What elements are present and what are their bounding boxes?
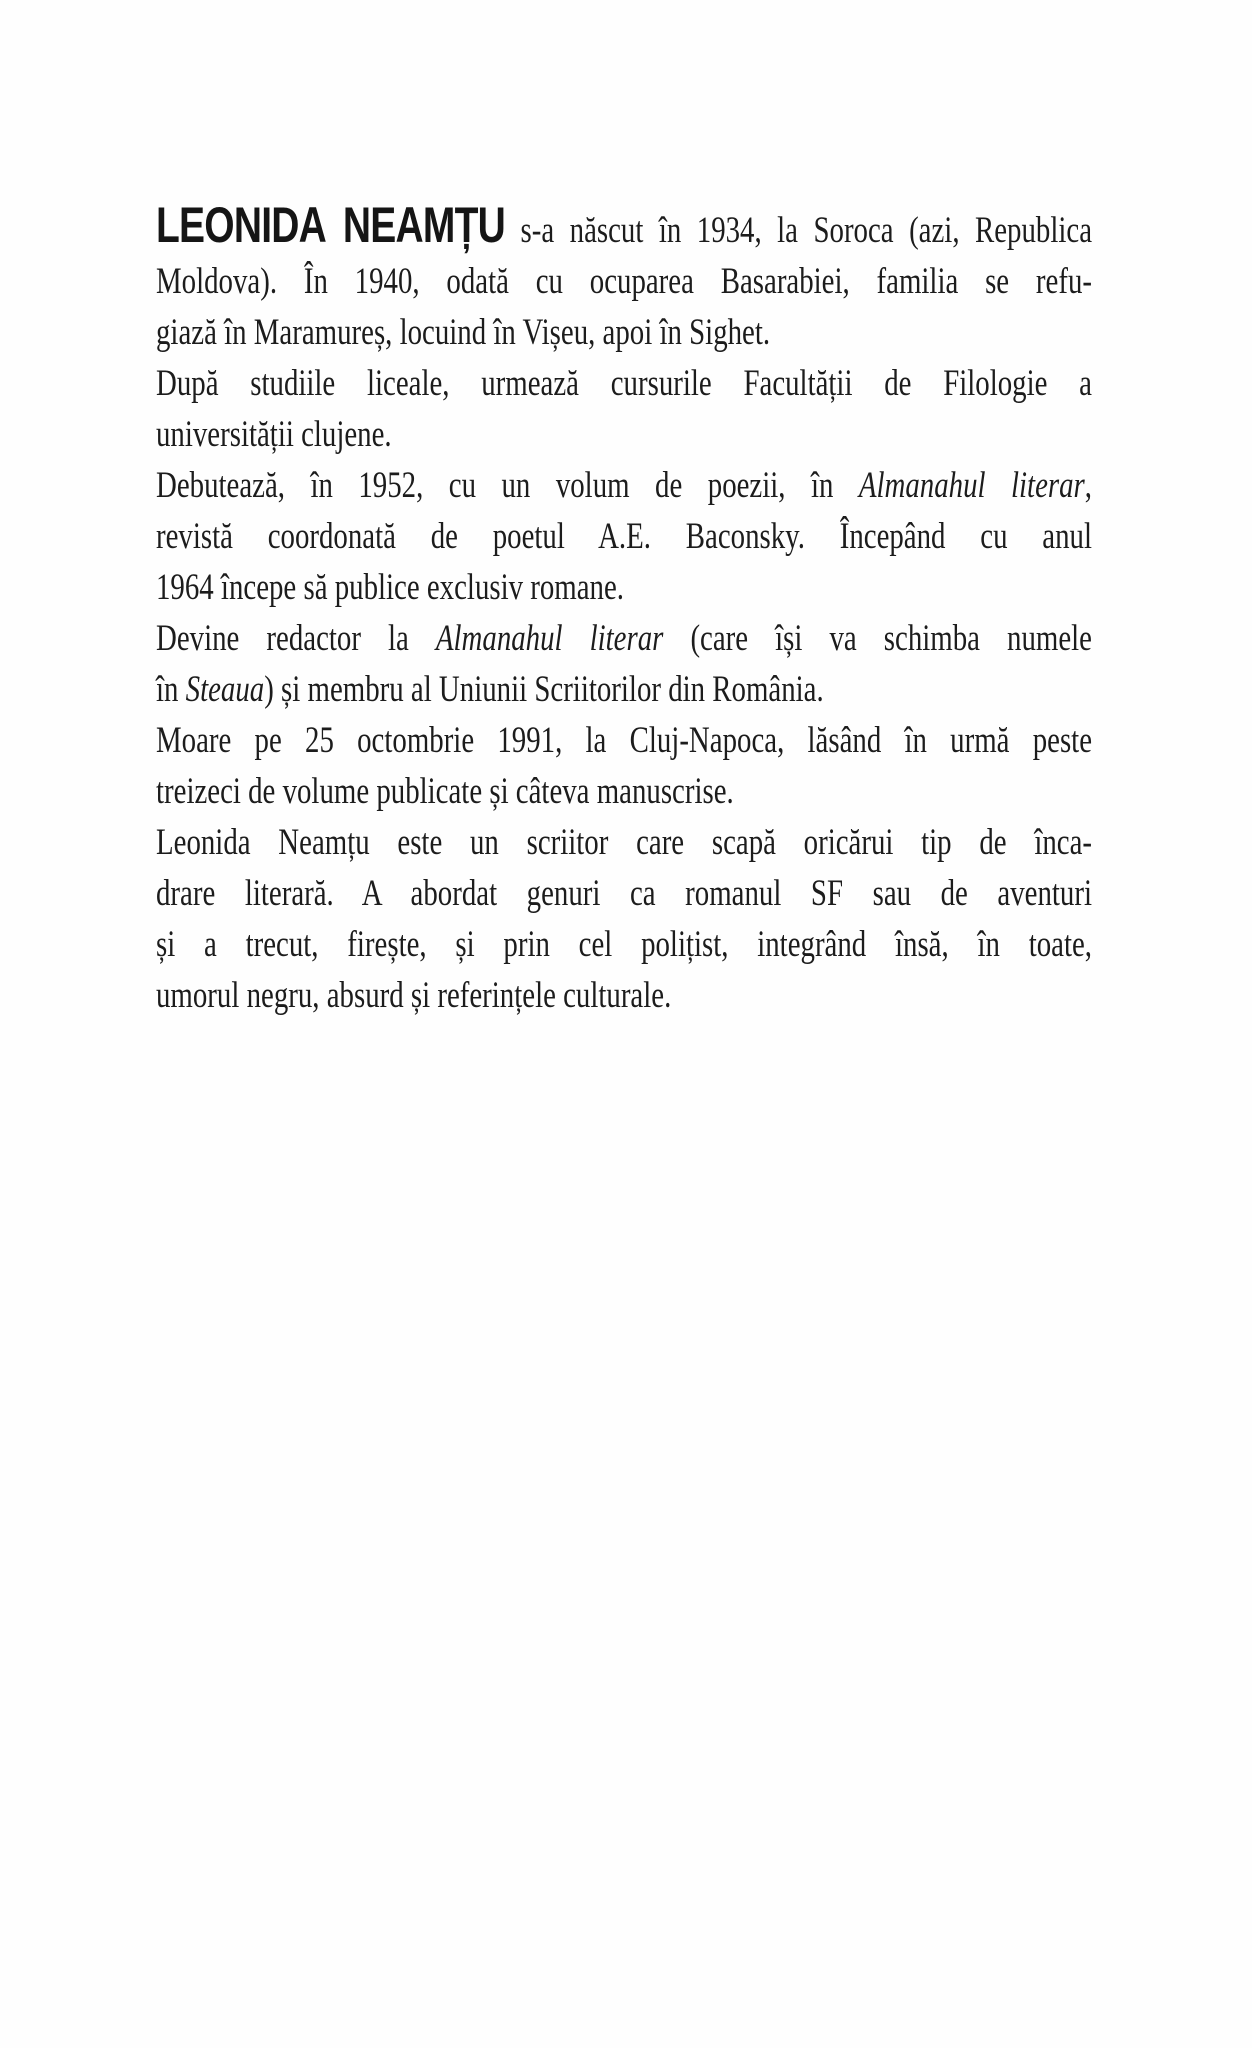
bio-text-segment: Steaua	[185, 669, 265, 710]
author-name: LEONIDA NEAMȚU	[156, 197, 506, 253]
bio-line	[156, 197, 1093, 256]
bio-text-segment: ,	[1084, 465, 1092, 506]
bio-text	[156, 197, 1093, 1021]
bio-text-segment: treizeci de volume publicate și câteva manuscrise.	[156, 771, 734, 812]
bio-line	[156, 919, 1092, 970]
bio-line	[156, 409, 1092, 460]
bio-line	[156, 256, 1092, 307]
bio-text-segment: 1964 începe să publice exclusiv romane.	[156, 567, 625, 608]
bio-line	[156, 307, 1092, 358]
bio-text-segment: universității clujene.	[156, 414, 392, 455]
bio-text-segment: și a trecut, firește, și prin cel polițist, integrând însă, în toate,	[156, 924, 1092, 965]
bio-line	[156, 766, 1092, 817]
bio-text-segment: Debutează, în 1952, cu un volum de poezii, în	[156, 465, 859, 506]
bio-line	[156, 970, 1092, 1021]
bio-text-segment: Leonida Neamțu este un scriitor care scapă oricărui tip de înca-	[156, 822, 1092, 863]
bio-text-segment: Moare pe 25 octombrie 1991, la Cluj-Napoca, lăsând în urmă peste	[156, 720, 1092, 761]
bio-line	[156, 715, 1092, 766]
bio-line	[156, 460, 1092, 511]
bio-text-segment: în	[156, 669, 186, 710]
bio-text-segment: Devine redactor la	[156, 618, 436, 659]
bio-text-segment: revistă coordonată de poetul A.E. Baconsky. Începând cu anul	[156, 516, 1092, 557]
bio-line	[156, 664, 1092, 715]
bio-text-segment: Almanahul literar	[858, 465, 1085, 506]
bio-text-segment: umorul negru, absurd și referințele culturale.	[156, 975, 672, 1016]
bio-text-segment: Moldova). În 1940, odată cu ocuparea Basarabiei, familia se refu-	[156, 261, 1092, 302]
bio-text-segment: (care își va schimba numele	[663, 618, 1092, 659]
bio-text-segment: giază în Maramureș, locuind în Vișeu, apoi în Sighet.	[156, 312, 771, 353]
bio-line	[156, 868, 1092, 919]
bio-line	[156, 511, 1092, 562]
bio-text-segment: Almanahul literar	[435, 618, 664, 659]
bio-text-segment: După studiile liceale, urmează cursurile Facultății de Filologie a	[156, 363, 1092, 404]
bio-text-segment: ) și membru al Uniunii Scriitorilor din România.	[264, 669, 824, 710]
bio-line	[156, 613, 1092, 664]
bio-text-segment: s-a născut în 1934, la Soroca (azi, Republica	[505, 210, 1093, 251]
bio-line	[156, 562, 1092, 613]
bio-line	[156, 817, 1092, 868]
bio-text-segment: drare literară. A abordat genuri ca romanul SF sau de aventuri	[156, 873, 1092, 914]
bio-line	[156, 358, 1092, 409]
